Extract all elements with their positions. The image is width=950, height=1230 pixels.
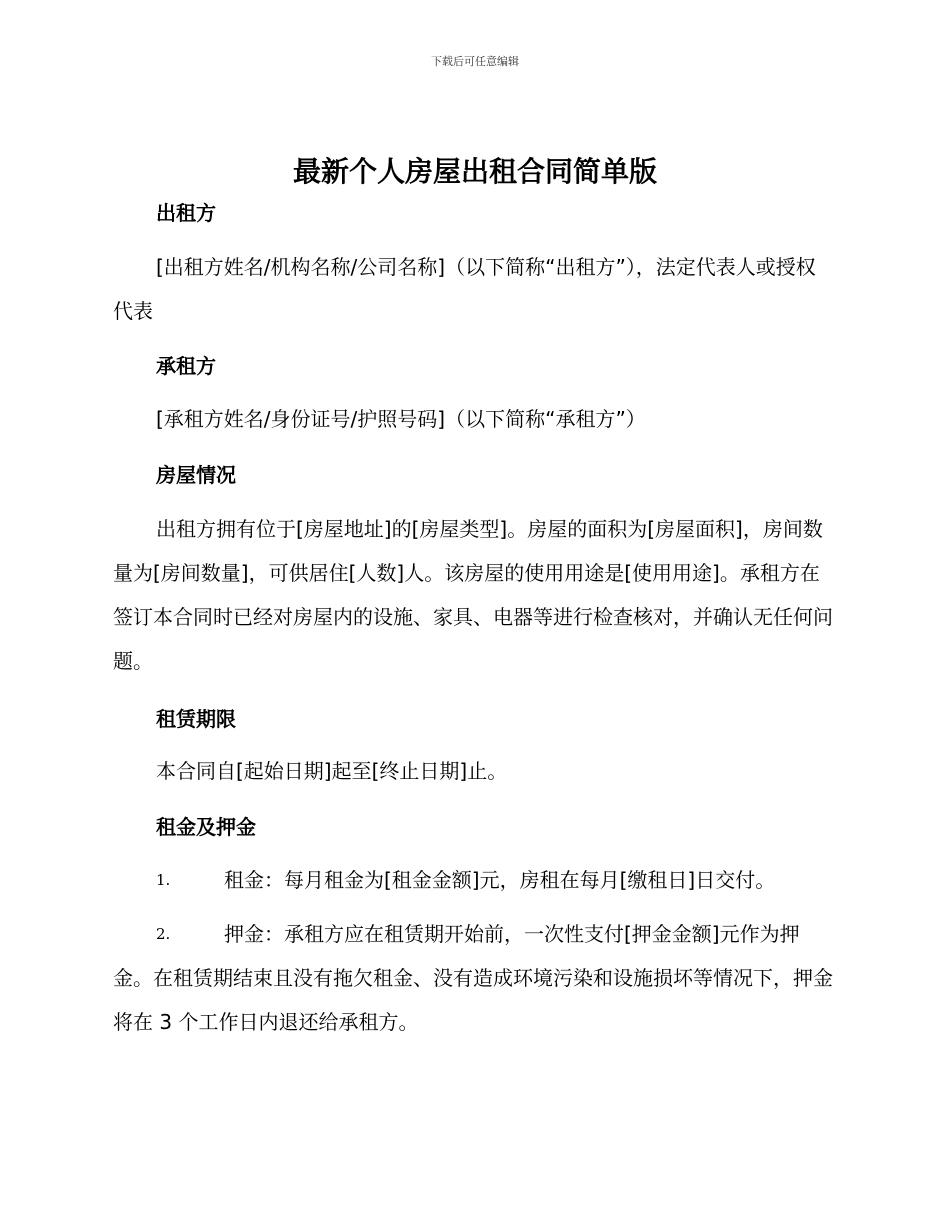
document-title: 最新个人房屋出租合同简单版 xyxy=(292,155,657,188)
section-text-property: 出租方拥有位于[房屋地址]的[房屋类型]。房屋的面积为[房屋面积]，房间数量为[房间数量]，可供居住[人数]人。该房屋的使用用途是[使用用途]。承租方在签订本合同时已经对房屋内的设施、家具、电器等进行检查核对，并确认无任何问题。 xyxy=(113,517,833,673)
section-text-term: 本合同自[起始日期]起至[终止日期]止。 xyxy=(156,759,508,783)
list-number: 2. xyxy=(156,925,171,943)
list-text: 押金：承租方应在租赁期开始前，一次性支付[押金金额]元作为押金。在租赁期结束且没有拖欠租金、没有造成环境污染和设施损坏等情况下，押金将在 3 个工作日内退还给承租方。 xyxy=(113,922,833,1034)
list-item-deposit xyxy=(113,912,833,1044)
section-heading-lessee: 承租方 xyxy=(156,354,216,378)
section-heading-term: 租赁期限 xyxy=(156,707,236,731)
section-text-lessee: [承租方姓名/身份证号/护照号码]（以下简称“承租方”） xyxy=(156,407,646,431)
section-heading-property: 房屋情况 xyxy=(156,463,236,487)
list-text: 租金：每月租金为[租金金额]元，房租在每月[缴租日]日交付。 xyxy=(224,868,776,892)
section-text-lessor: [出租方姓名/机构名称/公司名称]（以下简称“出租方”），法定代表人或授权代表 xyxy=(113,255,816,323)
header-note: 下载后可任意编辑 xyxy=(431,55,519,68)
section-heading-rent: 租金及押金 xyxy=(156,815,256,839)
list-number: 1. xyxy=(156,871,171,889)
list-item-rent xyxy=(113,858,833,902)
section-heading-lessor: 出租方 xyxy=(156,201,216,225)
